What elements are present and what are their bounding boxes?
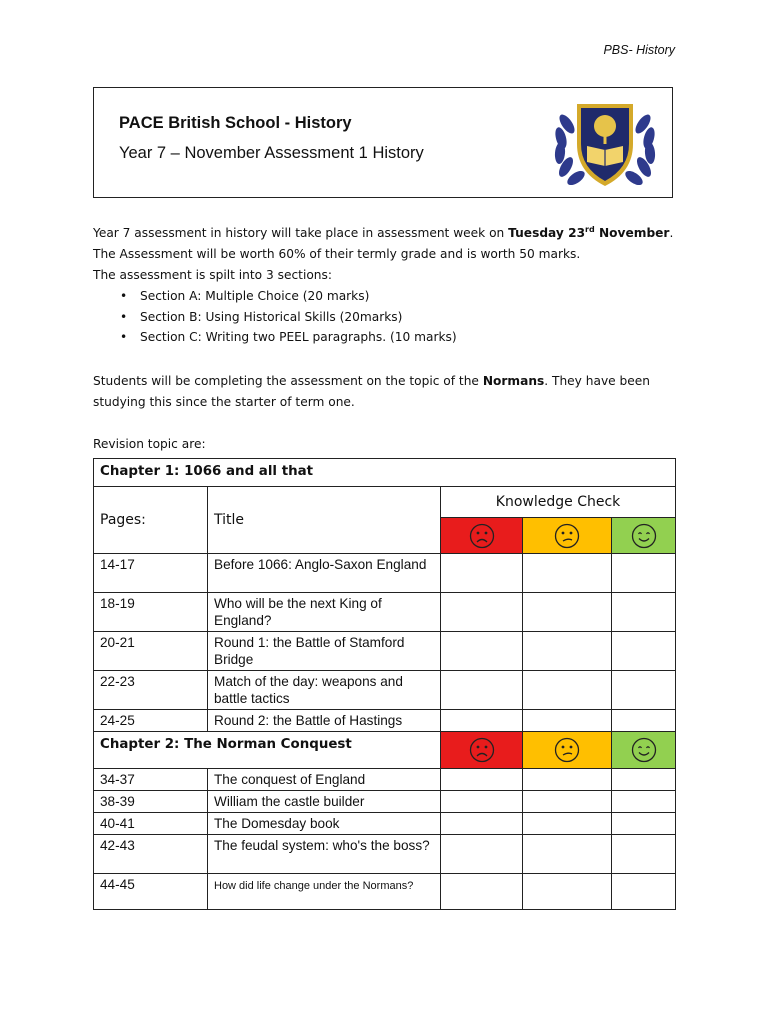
pages-cell: 40-41 — [94, 813, 208, 835]
rating-cell[interactable] — [523, 813, 612, 835]
table-row — [94, 671, 676, 710]
header-box — [93, 87, 673, 198]
table-row — [94, 554, 676, 593]
rating-cell[interactable] — [441, 632, 523, 671]
rating-cell[interactable] — [523, 791, 612, 813]
intro-line-1 — [93, 219, 673, 244]
rating-cell[interactable] — [612, 769, 676, 791]
intro-line-1-end: . — [669, 226, 674, 241]
title-cell: Round 1: the Battle of Stamford Bridge — [208, 632, 441, 671]
smiley-face-icon — [631, 737, 657, 763]
running-head: PBS- History — [603, 43, 675, 57]
rating-cell[interactable] — [523, 554, 612, 593]
rating-cell[interactable] — [612, 874, 676, 910]
pages-cell: 44-45 — [94, 874, 208, 910]
red-rating-cell — [441, 518, 523, 554]
pages-cell: 20-21 — [94, 632, 208, 671]
title-cell: How did life change under the Normans? — [208, 874, 441, 910]
pages-cell: 24-25 — [94, 710, 208, 732]
green-rating-cell — [612, 732, 676, 769]
amber-rating-cell — [523, 732, 612, 769]
amber-rating-cell — [523, 518, 612, 554]
rating-cell[interactable] — [441, 813, 523, 835]
section-item — [120, 327, 457, 348]
rating-cell[interactable] — [441, 593, 523, 632]
date-ordinal: rd — [585, 225, 595, 234]
confused-face-icon — [554, 737, 580, 763]
pages-cell: 42-43 — [94, 835, 208, 874]
pages-cell: 22-23 — [94, 671, 208, 710]
title-cell: The feudal system: who's the boss? — [208, 835, 441, 874]
rating-cell[interactable] — [441, 671, 523, 710]
pages-cell: 14-17 — [94, 554, 208, 593]
section-label: Section B: Using Historical Skills (20marks) — [140, 309, 403, 324]
rating-cell[interactable] — [612, 710, 676, 732]
table-row — [94, 813, 676, 835]
sad-face-icon — [469, 737, 495, 763]
bullet: • — [120, 289, 128, 303]
rating-cell[interactable] — [612, 835, 676, 874]
revision-label: Revision topic are: — [93, 437, 206, 451]
rating-cell[interactable] — [612, 813, 676, 835]
intro-line-1-text: Year 7 assessment in history will take place in assessment week on — [93, 226, 509, 241]
table-row — [94, 791, 676, 813]
chapter-1-heading: Chapter 1: 1066 and all that — [94, 459, 676, 487]
title-header: Title — [208, 487, 441, 554]
pages-cell: 38-39 — [94, 791, 208, 813]
rating-cell[interactable] — [612, 593, 676, 632]
section-item — [120, 307, 457, 328]
assessment-title: Year 7 – November Assessment 1 History — [119, 144, 424, 162]
normans-post: . They have been — [544, 374, 650, 388]
bullet: • — [120, 309, 128, 324]
rating-cell[interactable] — [441, 791, 523, 813]
smiley-face-icon — [631, 523, 657, 549]
confused-face-icon — [554, 523, 580, 549]
rating-cell[interactable] — [612, 554, 676, 593]
knowledge-check-header: Knowledge Check — [441, 487, 676, 518]
rating-cell[interactable] — [523, 710, 612, 732]
title-cell: The conquest of England — [208, 769, 441, 791]
school-name: PACE British School - History — [119, 114, 352, 132]
rating-cell[interactable] — [441, 710, 523, 732]
table-row — [94, 835, 676, 874]
rating-cell[interactable] — [523, 632, 612, 671]
normans-line-1 — [93, 371, 650, 392]
pages-cell: 18-19 — [94, 593, 208, 632]
sad-face-icon — [469, 523, 495, 549]
table-row — [94, 593, 676, 632]
revision-table — [93, 458, 676, 910]
assessment-date: Tuesday 23 — [508, 226, 586, 241]
rating-cell[interactable] — [523, 835, 612, 874]
intro-line-3: The assessment is spilt into 3 sections: — [93, 268, 332, 283]
title-cell: Round 2: the Battle of Hastings — [208, 710, 441, 732]
rating-cell[interactable] — [612, 632, 676, 671]
title-cell: The Domesday book — [208, 813, 441, 835]
title-cell: William the castle builder — [208, 791, 441, 813]
assessment-month: November — [594, 226, 670, 241]
rating-cell[interactable] — [441, 835, 523, 874]
chapter-2-heading: Chapter 2: The Norman Conquest — [94, 732, 441, 769]
table-row — [94, 710, 676, 732]
school-crest-icon — [547, 94, 663, 190]
pages-cell: 34-37 — [94, 769, 208, 791]
section-item — [120, 286, 457, 307]
table-row — [94, 769, 676, 791]
title-cell: Before 1066: Anglo-Saxon England — [208, 554, 441, 593]
rating-cell[interactable] — [441, 874, 523, 910]
table-row — [94, 874, 676, 910]
rating-cell[interactable] — [523, 593, 612, 632]
normans-paragraph — [93, 371, 650, 413]
intro-line-2: The Assessment will be worth 60% of their termly grade and is worth 50 marks. — [93, 247, 581, 262]
rating-cell[interactable] — [612, 671, 676, 710]
rating-cell[interactable] — [441, 769, 523, 791]
normans-pre: Students will be completing the assessment on the topic of the — [93, 374, 483, 388]
rating-cell[interactable] — [523, 874, 612, 910]
rating-cell[interactable] — [612, 791, 676, 813]
rating-cell[interactable] — [523, 769, 612, 791]
rating-cell[interactable] — [523, 671, 612, 710]
pages-header: Pages: — [94, 487, 208, 554]
normans-topic: Normans — [482, 374, 545, 388]
rating-cell[interactable] — [441, 554, 523, 593]
normans-line-2: studying this since the starter of term one. — [93, 395, 355, 409]
title-cell: Match of the day: weapons and battle tactics — [208, 671, 441, 710]
table-row — [94, 632, 676, 671]
bullet: • — [120, 330, 128, 344]
title-cell: Who will be the next King of England? — [208, 593, 441, 632]
section-label: Section C: Writing two PEEL paragraphs. (10 marks) — [140, 330, 457, 344]
sections-list — [120, 286, 457, 348]
red-rating-cell — [441, 732, 523, 769]
intro-paragraph — [93, 219, 673, 286]
green-rating-cell — [612, 518, 676, 554]
section-label: Section A: Multiple Choice (20 marks) — [140, 289, 370, 303]
